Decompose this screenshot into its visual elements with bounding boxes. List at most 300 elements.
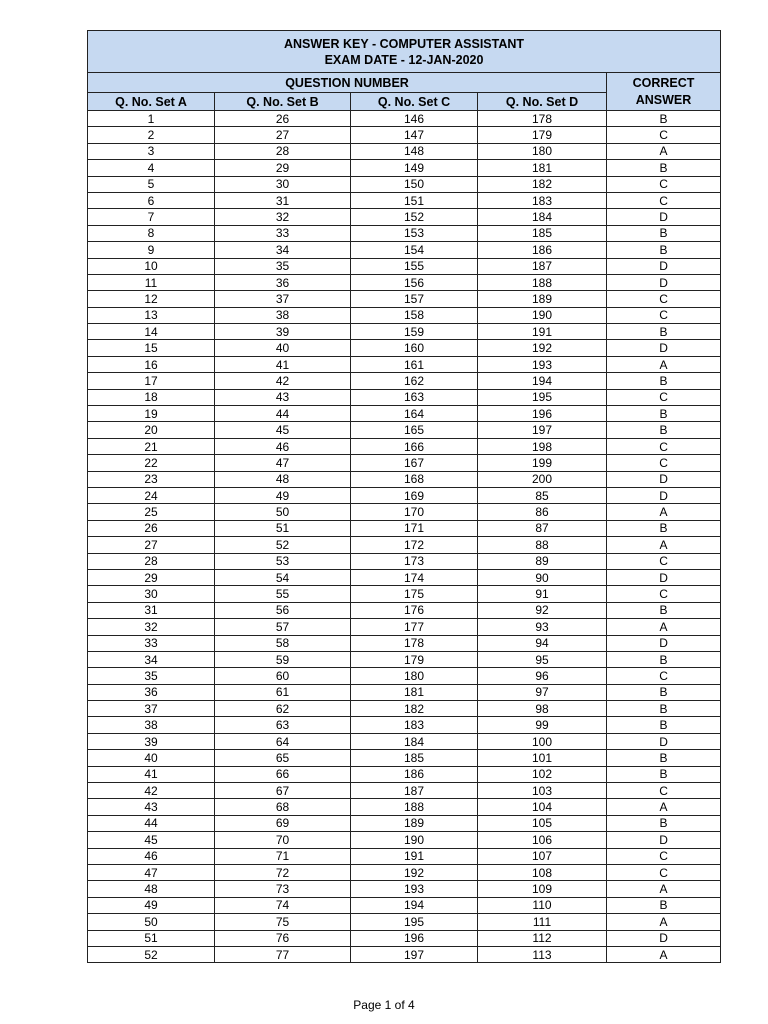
set-c-cell: 172 [351,537,478,553]
set-d-cell: 107 [478,848,607,864]
table-row [88,766,721,782]
set-d-cell: 184 [478,209,607,225]
set-c-cell: 195 [351,914,478,930]
set-c-cell: 156 [351,274,478,290]
set-c-cell: 186 [351,766,478,782]
correct-answer-cell: D [607,635,721,651]
correct-answer-header [607,73,721,111]
set-a-cell: 32 [88,619,215,635]
set-b-cell: 69 [215,815,351,831]
set-d-cell: 113 [478,946,607,962]
correct-answer-cell: D [607,832,721,848]
correct-answer-cell: C [607,783,721,799]
correct-answer-cell: A [607,356,721,372]
set-b-cell: 43 [215,389,351,405]
set-c-cell: 158 [351,307,478,323]
column-header-set-d: Q. No. Set D [478,93,607,111]
set-d-cell: 98 [478,701,607,717]
set-b-cell: 70 [215,832,351,848]
table-row [88,651,721,667]
set-b-cell: 54 [215,569,351,585]
set-b-cell: 53 [215,553,351,569]
set-d-cell: 110 [478,897,607,913]
set-d-cell: 199 [478,455,607,471]
set-c-cell: 153 [351,225,478,241]
correct-answer-cell: C [607,455,721,471]
set-d-cell: 109 [478,881,607,897]
set-d-cell: 86 [478,504,607,520]
set-d-cell: 198 [478,438,607,454]
set-c-cell: 159 [351,324,478,340]
set-c-cell: 154 [351,242,478,258]
correct-answer-cell: A [607,619,721,635]
set-a-cell: 30 [88,586,215,602]
table-row [88,946,721,962]
set-d-cell: 191 [478,324,607,340]
set-d-cell: 193 [478,356,607,372]
set-c-cell: 146 [351,111,478,127]
set-c-cell: 155 [351,258,478,274]
table-row [88,602,721,618]
set-d-cell: 111 [478,914,607,930]
set-a-cell: 41 [88,766,215,782]
table-row [88,619,721,635]
table-row [88,242,721,258]
set-c-cell: 152 [351,209,478,225]
set-a-cell: 50 [88,914,215,930]
set-d-cell: 99 [478,717,607,733]
set-b-cell: 72 [215,864,351,880]
set-b-cell: 27 [215,127,351,143]
table-row [88,684,721,700]
column-header-set-b: Q. No. Set B [215,93,351,111]
set-b-cell: 39 [215,324,351,340]
set-c-cell: 160 [351,340,478,356]
set-b-cell: 51 [215,520,351,536]
set-a-cell: 9 [88,242,215,258]
set-c-cell: 169 [351,487,478,503]
set-b-cell: 50 [215,504,351,520]
correct-answer-cell: B [607,897,721,913]
correct-answer-cell: B [607,602,721,618]
correct-answer-cell: D [607,930,721,946]
table-row [88,487,721,503]
set-b-cell: 66 [215,766,351,782]
table-row [88,111,721,127]
correct-answer-cell: B [607,717,721,733]
correct-answer-cell: C [607,848,721,864]
set-b-cell: 49 [215,487,351,503]
set-d-cell: 192 [478,340,607,356]
set-a-cell: 11 [88,274,215,290]
table-row [88,192,721,208]
table-row [88,143,721,159]
set-b-cell: 71 [215,848,351,864]
set-d-cell: 189 [478,291,607,307]
table-row [88,701,721,717]
set-d-cell: 181 [478,160,607,176]
set-a-cell: 22 [88,455,215,471]
set-d-cell: 85 [478,487,607,503]
set-b-cell: 26 [215,111,351,127]
table-row [88,799,721,815]
correct-answer-cell: B [607,422,721,438]
set-c-cell: 183 [351,717,478,733]
set-b-cell: 40 [215,340,351,356]
table-row [88,783,721,799]
correct-answer-cell: A [607,143,721,159]
set-a-cell: 21 [88,438,215,454]
set-a-cell: 25 [88,504,215,520]
correct-answer-cell: D [607,258,721,274]
set-b-cell: 76 [215,930,351,946]
set-b-cell: 60 [215,668,351,684]
correct-answer-cell: D [607,569,721,585]
set-d-cell: 106 [478,832,607,848]
correct-answer-cell: C [607,864,721,880]
set-d-cell: 108 [478,864,607,880]
question-number-header: QUESTION NUMBER [88,73,607,93]
set-a-cell: 51 [88,930,215,946]
table-row [88,455,721,471]
set-c-cell: 191 [351,848,478,864]
table-row [88,340,721,356]
table-row [88,815,721,831]
correct-answer-cell: C [607,307,721,323]
column-header-set-a: Q. No. Set A [88,93,215,111]
set-a-cell: 34 [88,651,215,667]
table-row [88,520,721,536]
set-d-cell: 87 [478,520,607,536]
set-a-cell: 13 [88,307,215,323]
set-b-cell: 65 [215,750,351,766]
set-c-cell: 148 [351,143,478,159]
set-b-cell: 28 [215,143,351,159]
set-b-cell: 64 [215,733,351,749]
set-a-cell: 23 [88,471,215,487]
set-a-cell: 2 [88,127,215,143]
table-row [88,733,721,749]
correct-answer-cell: B [607,373,721,389]
set-a-cell: 49 [88,897,215,913]
correct-answer-cell: A [607,946,721,962]
correct-answer-cell: B [607,324,721,340]
set-b-cell: 47 [215,455,351,471]
table-row [88,668,721,684]
correct-answer-cell: B [607,111,721,127]
table-row [88,356,721,372]
table-row [88,864,721,880]
set-c-cell: 194 [351,897,478,913]
set-b-cell: 59 [215,651,351,667]
set-d-cell: 187 [478,258,607,274]
set-b-cell: 55 [215,586,351,602]
correct-answer-cell: B [607,160,721,176]
set-a-cell: 4 [88,160,215,176]
set-c-cell: 177 [351,619,478,635]
set-d-cell: 180 [478,143,607,159]
correct-answer-cell: C [607,586,721,602]
table-row [88,914,721,930]
set-d-cell: 186 [478,242,607,258]
set-c-cell: 150 [351,176,478,192]
set-a-cell: 16 [88,356,215,372]
set-b-cell: 36 [215,274,351,290]
set-d-cell: 96 [478,668,607,684]
correct-answer-cell: D [607,471,721,487]
set-d-cell: 93 [478,619,607,635]
set-c-cell: 161 [351,356,478,372]
set-c-cell: 157 [351,291,478,307]
set-a-cell: 3 [88,143,215,159]
set-a-cell: 1 [88,111,215,127]
set-a-cell: 48 [88,881,215,897]
set-b-cell: 62 [215,701,351,717]
set-b-cell: 61 [215,684,351,700]
correct-answer-cell: A [607,504,721,520]
correct-answer-cell: C [607,668,721,684]
set-a-cell: 36 [88,684,215,700]
table-row [88,127,721,143]
set-a-cell: 5 [88,176,215,192]
set-c-cell: 165 [351,422,478,438]
set-c-cell: 182 [351,701,478,717]
table-row [88,274,721,290]
set-c-cell: 181 [351,684,478,700]
set-d-cell: 101 [478,750,607,766]
set-d-cell: 190 [478,307,607,323]
set-c-cell: 149 [351,160,478,176]
set-a-cell: 39 [88,733,215,749]
answer-rows [88,111,721,963]
set-b-cell: 42 [215,373,351,389]
set-d-cell: 188 [478,274,607,290]
set-a-cell: 37 [88,701,215,717]
title-line-2: EXAM DATE - 12-JAN-2020 [324,52,484,67]
set-a-cell: 46 [88,848,215,864]
correct-answer-cell: A [607,799,721,815]
table-row [88,176,721,192]
set-d-cell: 92 [478,602,607,618]
table-row [88,438,721,454]
set-b-cell: 58 [215,635,351,651]
correct-answer-line-1: CORRECT [632,75,695,90]
set-d-cell: 94 [478,635,607,651]
table-row [88,569,721,585]
set-d-cell: 103 [478,783,607,799]
set-c-cell: 185 [351,750,478,766]
set-c-cell: 192 [351,864,478,880]
set-b-cell: 29 [215,160,351,176]
table-row [88,750,721,766]
set-a-cell: 6 [88,192,215,208]
set-c-cell: 163 [351,389,478,405]
set-b-cell: 35 [215,258,351,274]
set-c-cell: 176 [351,602,478,618]
set-d-cell: 89 [478,553,607,569]
table-row [88,422,721,438]
table-row [88,930,721,946]
set-d-cell: 197 [478,422,607,438]
set-c-cell: 196 [351,930,478,946]
table-row [88,586,721,602]
set-d-cell: 200 [478,471,607,487]
set-c-cell: 178 [351,635,478,651]
table-row [88,291,721,307]
set-c-cell: 162 [351,373,478,389]
set-b-cell: 46 [215,438,351,454]
set-a-cell: 8 [88,225,215,241]
set-b-cell: 56 [215,602,351,618]
table-row [88,881,721,897]
set-c-cell: 189 [351,815,478,831]
correct-answer-cell: B [607,520,721,536]
set-d-cell: 194 [478,373,607,389]
table-row [88,897,721,913]
set-c-cell: 151 [351,192,478,208]
table-row [88,225,721,241]
set-b-cell: 75 [215,914,351,930]
title-line-1: ANSWER KEY - COMPUTER ASSISTANT [283,36,525,51]
set-d-cell: 182 [478,176,607,192]
correct-answer-cell: A [607,537,721,553]
correct-answer-cell: C [607,438,721,454]
set-b-cell: 63 [215,717,351,733]
table-row [88,209,721,225]
set-d-cell: 179 [478,127,607,143]
column-header-set-c: Q. No. Set C [351,93,478,111]
correct-answer-cell: B [607,242,721,258]
set-b-cell: 37 [215,291,351,307]
set-c-cell: 184 [351,733,478,749]
set-c-cell: 197 [351,946,478,962]
correct-answer-cell: C [607,176,721,192]
correct-answer-cell: D [607,209,721,225]
set-a-cell: 52 [88,946,215,962]
set-c-cell: 168 [351,471,478,487]
table-row [88,258,721,274]
set-b-cell: 73 [215,881,351,897]
correct-answer-cell: B [607,701,721,717]
set-d-cell: 105 [478,815,607,831]
table-row [88,553,721,569]
set-d-cell: 100 [478,733,607,749]
set-a-cell: 12 [88,291,215,307]
table-row [88,406,721,422]
set-a-cell: 10 [88,258,215,274]
correct-answer-cell: D [607,340,721,356]
set-a-cell: 24 [88,487,215,503]
correct-answer-cell: C [607,192,721,208]
set-b-cell: 52 [215,537,351,553]
correct-answer-cell: B [607,750,721,766]
table-row [88,324,721,340]
table-row [88,848,721,864]
set-a-cell: 35 [88,668,215,684]
set-d-cell: 97 [478,684,607,700]
table-row [88,389,721,405]
set-b-cell: 31 [215,192,351,208]
set-c-cell: 164 [351,406,478,422]
set-d-cell: 104 [478,799,607,815]
correct-answer-cell: B [607,651,721,667]
correct-answer-cell: A [607,881,721,897]
correct-answer-cell: D [607,733,721,749]
table-row [88,373,721,389]
correct-answer-cell: B [607,225,721,241]
set-b-cell: 45 [215,422,351,438]
set-c-cell: 188 [351,799,478,815]
set-d-cell: 185 [478,225,607,241]
table-row [88,717,721,733]
set-a-cell: 40 [88,750,215,766]
set-c-cell: 180 [351,668,478,684]
set-c-cell: 170 [351,504,478,520]
correct-answer-cell: B [607,406,721,422]
answer-key-table [87,30,721,963]
set-d-cell: 102 [478,766,607,782]
set-a-cell: 29 [88,569,215,585]
set-a-cell: 44 [88,815,215,831]
set-a-cell: 28 [88,553,215,569]
set-a-cell: 26 [88,520,215,536]
correct-answer-line-2: ANSWER [635,92,692,107]
table-row [88,471,721,487]
set-a-cell: 15 [88,340,215,356]
table-row [88,160,721,176]
table-row [88,537,721,553]
set-a-cell: 43 [88,799,215,815]
correct-answer-cell: B [607,684,721,700]
set-b-cell: 68 [215,799,351,815]
set-b-cell: 33 [215,225,351,241]
set-b-cell: 44 [215,406,351,422]
correct-answer-cell: D [607,274,721,290]
correct-answer-cell: C [607,553,721,569]
set-c-cell: 193 [351,881,478,897]
correct-answer-cell: B [607,815,721,831]
correct-answer-cell: A [607,914,721,930]
set-b-cell: 32 [215,209,351,225]
set-d-cell: 178 [478,111,607,127]
correct-answer-cell: B [607,766,721,782]
set-a-cell: 47 [88,864,215,880]
table-row [88,832,721,848]
set-d-cell: 195 [478,389,607,405]
set-c-cell: 173 [351,553,478,569]
set-a-cell: 38 [88,717,215,733]
set-b-cell: 67 [215,783,351,799]
table-title [88,31,721,73]
set-d-cell: 90 [478,569,607,585]
set-b-cell: 57 [215,619,351,635]
set-b-cell: 77 [215,946,351,962]
set-c-cell: 167 [351,455,478,471]
correct-answer-cell: C [607,389,721,405]
page-number: Page 1 of 4 [353,998,415,1012]
set-c-cell: 174 [351,569,478,585]
set-b-cell: 30 [215,176,351,192]
set-c-cell: 166 [351,438,478,454]
set-d-cell: 88 [478,537,607,553]
table-row [88,504,721,520]
set-d-cell: 95 [478,651,607,667]
set-a-cell: 42 [88,783,215,799]
set-a-cell: 19 [88,406,215,422]
set-a-cell: 14 [88,324,215,340]
correct-answer-cell: C [607,127,721,143]
set-a-cell: 31 [88,602,215,618]
